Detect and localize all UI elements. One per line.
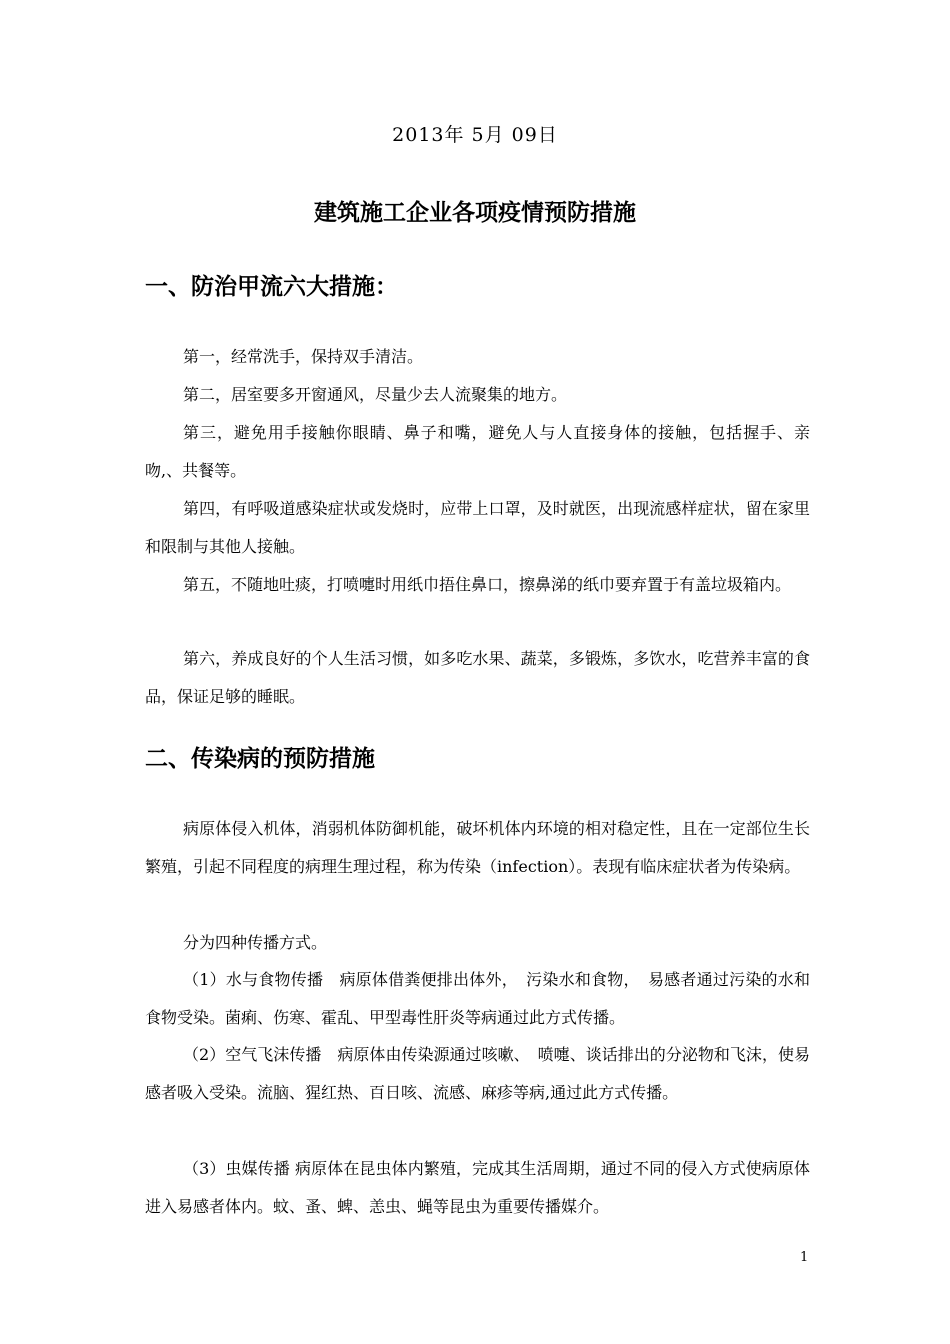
paragraph: （3）虫媒传播 病原体在昆虫体内繁殖，完成其生活周期，通过不同的侵入方式使病原体进入易感者体内。蚊、蚤、蜱、恙虫、蝇等昆虫为重要传播媒介。 (145, 1159, 810, 1216)
paragraph: 第二，居室要多开窗通风，尽量少去人流聚集的地方。 (183, 385, 568, 404)
paragraph: 第一，经常洗手，保持双手清洁。 (183, 347, 424, 366)
paragraph: 第四，有呼吸道感染症状或发烧时，应带上口罩，及时就医，出现流感样症状，留在家里和限制与其他人接触。 (145, 499, 810, 556)
paragraph: 病原体侵入机体，消弱机体防御机能，破坏机体内环境的相对稳定性，且在一定部位生长繁殖，引起不同程度的病理生理过程，称为传染（infection）。表现有临床症状者为传染病。 (145, 819, 810, 876)
page-number: 1 (800, 1250, 809, 1265)
paragraph: 第六，养成良好的个人生活习惯，如多吃水果、蔬菜，多锻炼，多饮水，吃营养丰富的食品，保证足够的睡眠。 (145, 649, 810, 706)
paragraph: 第五，不随地吐痰，打喷嚏时用纸巾捂住鼻口，擦鼻涕的纸巾要弃置于有盖垃圾箱内。 (183, 575, 792, 594)
document-date: 2013年 5月 09日 (392, 124, 558, 146)
paragraph: （1）水与食物传播 病原体借粪便排出体外， 污染水和食物， 易感者通过污染的水和食物受染。菌痢、伤寒、霍乱、甲型毒性肝炎等病通过此方式传播。 (145, 970, 810, 1027)
document-title: 建筑施工企业各项疫情预防措施 (314, 200, 636, 226)
section-heading-2: 二、传染病的预防措施 (145, 746, 375, 772)
paragraph: 第三，避免用手接触你眼睛、鼻子和嘴，避免人与人直接身体的接触，包括握手、亲吻,、共餐等。 (145, 423, 810, 480)
paragraph: （2）空气飞沫传播 病原体由传染源通过咳嗽、 喷嚏、谈话排出的分泌物和飞沫，使易感者吸入受染。流脑、猩红热、百日咳、流感、麻疹等病,通过此方式传播。 (145, 1045, 810, 1102)
section-heading-1: 一、防治甲流六大措施： (145, 274, 398, 300)
paragraph: 分为四种传播方式。 (183, 933, 328, 952)
